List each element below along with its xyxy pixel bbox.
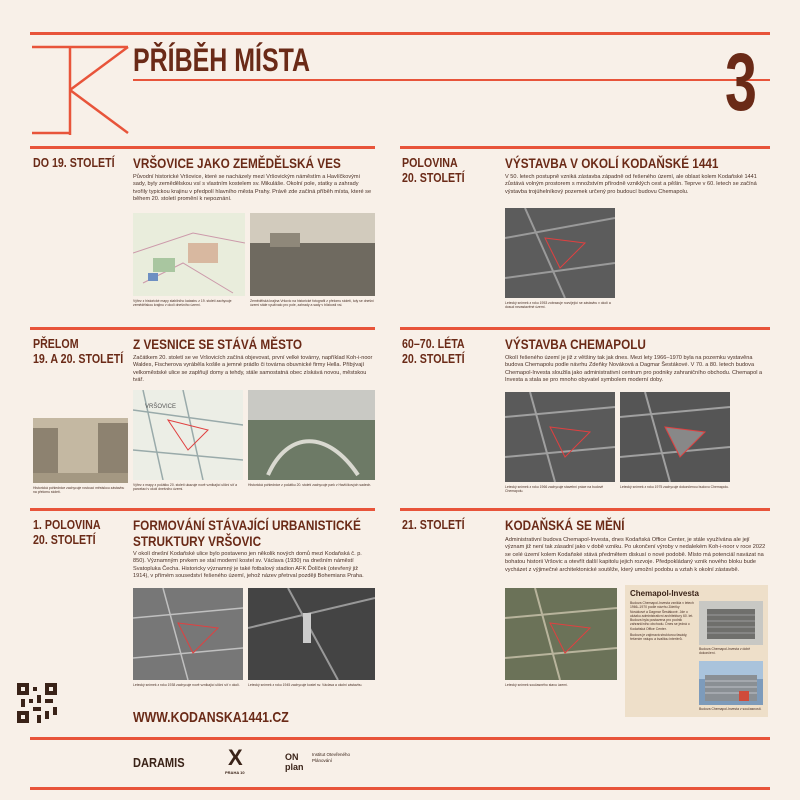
era-label: 1. POLOVINA 20. STOLETÍ (33, 517, 101, 547)
row3-rule-right (400, 508, 770, 511)
aerial-photo-image (505, 588, 617, 680)
onplan-description: Institut Otevřeného Plánování (312, 752, 351, 763)
website-link[interactable]: WWW.KODANSKA1441.CZ (133, 709, 289, 726)
era-label: PŘELOM 19. A 20. STOLETÍ (33, 336, 124, 366)
building-current-image (699, 661, 763, 705)
building-photo-image (699, 601, 763, 645)
footer-rule-bottom (30, 787, 770, 790)
section-title: VÝSTAVBA CHEMAPOLU (505, 336, 646, 352)
image-caption: Výřez z mapy z počátku 20. století ukazuje nově vznikající uliční síť a parcelaci v okolí dnešního území. (133, 483, 237, 492)
page-title: PŘÍBĚH MÍSTA (133, 42, 311, 78)
section-body: V okolí dnešní Kodaňské ulice bylo postaveno jen několik nových domů mezi Kodaňská č. p. 850). Významným prvkem se stal moderní kostel sv. Václava (1930) na dnešním náměstí Svatopluka Čecha. Historicky významný je také fotbalový stadion AFK Ďolíček (otevřený již 1914), v přímém sousedství řešeného území, jehož název přetrval později Bohemians Praha. (133, 551, 364, 580)
historic-map-image (133, 213, 245, 296)
info-box (625, 585, 768, 717)
row2-rule-left (30, 327, 375, 330)
section-body: Okolí řešeného území je již z většiny tak jak dnes. Mezi lety 1966–1970 byla na pozemku vystavěna budova Chemapolu podle návrhu Zdeňky Nováková a Dagmar Šestákové. V 70. a 80. letech budova Chemapol-Investa sloužila jako administrativní centrum pro podniky zahraničního obchodu. Chemapol a Investa a stala se pro mnoho obyvatel symbolem moderní doby. (505, 355, 763, 384)
row3-rule-left (30, 508, 375, 511)
section-title: KODAŇSKÁ SE MĚNÍ (505, 517, 625, 533)
row2-rule-right (400, 327, 770, 330)
section-title: Z VESNICE SE STÁVÁ MĚSTO (133, 336, 303, 352)
image-caption: Budova Chemapol-Investa v době dokončení. (699, 647, 751, 656)
image-caption: Zemědělská krajina Vršovic na historické fotografii z přelomu století, kdy se dnešní území stále využívalo pro pole, zahrady a sady v blízkosti vsi. (250, 299, 374, 308)
aerial-photo-image (248, 588, 375, 680)
section-body: Původní historické Vršovice, které se nacházely mezi Vršovickým náměstím a Havlíčkovými sady, byly zemědělskou vsí s vlastním kostelem sv. Mikuláše. Okolní pole, statky a zahrady tvořily typickou krajinu v předpolí hlavního města Prahy. Právě zde začíná příběh místa, které se během 20. století promění k nepoznání. (133, 174, 372, 203)
park-postcard-image (248, 390, 375, 480)
section-body: Administrativní budova Chemapol-Investa, dnes Kodaňská Office Center, je stále využívána ale její význam již není tak zásadní jako v době vzniku. Po ukončení výroby v nedalekém Koh-i-noor v roce 2022 se celé území kolem Kodaňské stává předmětem diskusí o nové podobě. Místo má potenciál navázat na bohatou historii Vršovic a otevřít další kapitolu jejich rozvoje. Předpokládaný vznik nového bloku bude vycházet z výjimečné architektonické soutěže, který umožní podobu a vztah k okolní zástavbě. (505, 537, 766, 573)
era-label: 60–70. LÉTA 20. STOLETÍ (402, 336, 465, 366)
header-rule (133, 79, 770, 81)
section-title: VRŠOVICE JAKO ZEMĚDĚLSKÁ VES (133, 155, 341, 171)
image-caption: Historická pohlednice zachycuje rostoucí městskou zástavbu na přelomu století. (33, 486, 125, 495)
section-title: FORMOVÁNÍ STÁVAJÍCÍ URBANISTICKÉ STRUKTURY VRŠOVIC (133, 517, 361, 549)
info-box-text: Budova Chemapol-Investa vznikla v letech 1966–1970 podle návrhu Zdeňky Novákové a Dagmar Šestákové. Jde o ukázku administrativní architektury 60. let. Budova byla postavena pro podnik zahraničního obchodu. Dnes se jedná o Kodaňská Office Center. (630, 601, 694, 631)
onplan-logo: ON plan (285, 752, 304, 772)
image-caption: Letecký snímek z roku 1975 zachycuje dokončenou budovu Chemapolu. (620, 485, 729, 489)
image-caption: Letecký snímek z roku 1938 zachycuje nově vznikající uliční síť v okolí. (133, 683, 240, 687)
field-photo-image (250, 213, 375, 296)
image-caption: Letecký snímek z roku 1945 zachycuje kostel sv. Václava a okolní zástavbu. (248, 683, 363, 687)
era-label: DO 19. STOLETÍ (33, 155, 115, 170)
k-logo-icon (30, 35, 130, 135)
image-caption: Letecký snímek z roku 1953 zobrazuje rozvíjející se zástavbu v okolí a dosud nezastavěné území. (505, 301, 611, 310)
era-label: POLOVINA 20. STOLETÍ (402, 155, 465, 185)
image-caption: Letecký snímek z roku 1966 zachycuje stavební práce na budově Chemapolu. (505, 485, 604, 494)
qr-code-icon[interactable] (17, 683, 57, 723)
aerial-photo-image (620, 392, 730, 482)
info-box-text: Budova je zajímavá strukturou fasády, řešením vstupu a kvalitou interiérů. (630, 633, 688, 642)
row1-rule-left (30, 146, 375, 149)
section-title: VÝSTAVBA V OKOLÍ KODAŇSKÉ 1441 (505, 155, 719, 171)
aerial-photo-image (133, 588, 243, 680)
svg-text:VRŠOVICE: VRŠOVICE (145, 404, 177, 410)
postcard-image (33, 418, 128, 483)
era-label: 21. STOLETÍ (402, 517, 465, 532)
daramis-logo: DARAMIS (133, 755, 185, 770)
section-body: V 50. letech postupně vzniká zástavba západně od řešeného území, ale oblast kolem Kodaňské 1441 zůstává volným prostorem s množstvím přírodně vzniklých cest a pěšin. Teprve v 60. letech se začíná výstavba trojúhelníkový pozemek určený pro budoucí budovu Chemapolu. (505, 174, 757, 195)
image-caption: Historická pohlednice z počátku 20. století zachycuje park v Havlíčkových sadech. (248, 483, 372, 487)
footer-rule-top (30, 737, 770, 740)
image-caption: Budova Chemapol-Investa v současnosti. (699, 707, 762, 711)
aerial-photo-image (505, 392, 615, 482)
image-caption: Letecký snímek současného stavu území. (505, 683, 568, 687)
panel-number: 3 (725, 37, 757, 128)
aerial-photo-image (505, 208, 615, 298)
top-rule (30, 32, 770, 35)
praha10-logo: X (228, 745, 243, 770)
praha10-label: PRAHA 10 (225, 770, 245, 775)
row1-rule-right (400, 146, 770, 149)
image-caption: Výřez z historické mapy stabilního katastru z 19. století zachycuje zemědělskou krajinu v okolí dnešního území. (133, 299, 232, 308)
info-box-title: Chemapol-Investa (630, 589, 699, 598)
section-body: Začátkem 20. století se ve Vršovicích začíná objevovat, první velké továrny, například Koh-i-noor Waldes, Fischerova vyráběla košile a jemné prádlo či továrna obuvnické firmy Hella. Přibývají velkoměstské ulice se zaplňují domy a tehdy, stále samostatná obec získává novou, městskou tvář. (133, 355, 373, 384)
street-map-image (133, 390, 243, 480)
